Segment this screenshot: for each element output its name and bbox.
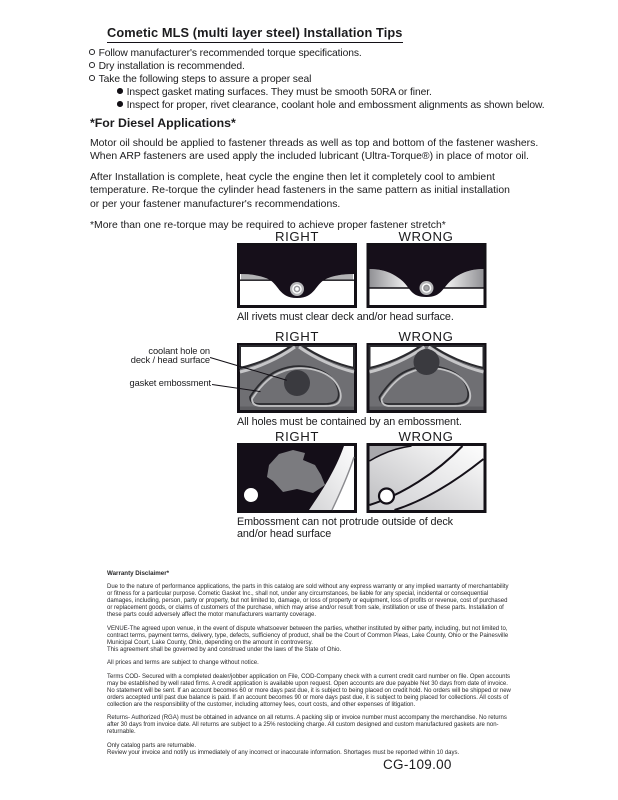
diesel-applications-section: [90, 117, 538, 239]
paragraph-line: After Installation is complete, heat cycle the engine then let it completely cool to ambient: [90, 171, 495, 183]
diesel-paragraph: [90, 137, 538, 164]
embossment-right-panel-graphic: [237, 443, 357, 513]
warranty-paragraph: Due to the nature of performance applications, the parts in this catalog are sold without any express warranty or any implied warranty of merchantability or fitness for a particular purpose. Cometic Gasket Inc., shall not, under any circumstances, be liable for any special, incidental or consequential damages, including, person, party or property, but not limited to, damage, or loss of property or equipment, loss of profits or revenue, cost of purchased or replacement goods, or claims of customers of the purchase, which may arise and/or result from sale, instillation or use of these parts. Installation of these parts could adversely affect the motor manufacturers warranty coverage.: [107, 584, 509, 618]
tip-item: [89, 73, 544, 86]
caption-line: Embossment can not protrude outside of deck: [237, 516, 453, 528]
page-title: Cometic MLS (multi layer steel) Installation Tips: [107, 25, 403, 43]
diesel-heading: *For Diesel Applications*: [90, 116, 236, 130]
open-bullet-icon: [89, 49, 95, 55]
right-label: RIGHT: [274, 329, 320, 344]
diagram-caption: All rivets must clear deck and/or head surface.: [237, 311, 454, 323]
filled-bullet-icon: [117, 88, 123, 94]
warranty-heading: Warranty Disclaimer*: [107, 570, 170, 577]
coolant-hole-icon: [414, 349, 440, 375]
bolt-hole-icon: [379, 489, 394, 504]
page-code: CG-109.00: [383, 757, 452, 772]
tip-text: Follow manufacturer's recommended torque specifications.: [98, 48, 362, 59]
hole-wrong-panel-graphic: [366, 343, 487, 413]
warranty-paragraph: Returns- Authorized (RGA) must be obtained in advance on all returns. A packing slip or invoice number must accompany the merchandise. No returns after 30 days from invoice date. All returns are subject to a 25% restocking charge. All custom designed and custom manufactured gaskets are non-returnable.: [107, 715, 507, 735]
tip-text: Inspect for proper, rivet clearance, coolant hole and embossment alignments as shown below.: [126, 100, 545, 111]
embossment-protrusion-diagram: [237, 431, 487, 540]
warranty-paragraph: Only catalog parts are returnable.: [107, 742, 197, 749]
tip-sub-item: [117, 99, 544, 112]
diagram-labels: [237, 331, 487, 343]
tip-item: [89, 47, 544, 60]
warranty-disclaimer-section: [107, 570, 514, 763]
tip-sub-item: [117, 86, 544, 99]
warranty-paragraph: VENUE-The agreed upon venue, in the event of dispute whatsoever between the parties, whether instituted by either party, including, but not limited to, contract terms, payment terms, delivery, type, defects, sufficiency of product, shall be the Court of Common Pleas, Lake County, Ohio or the Painesville Municipal Court, Lake County, Ohio, depending on the amount in controversy.: [107, 625, 509, 646]
right-label: RIGHT: [274, 429, 320, 444]
tip-text: Take the following steps to assure a proper seal: [98, 74, 312, 85]
warranty-paragraph: This agreement shall be governed by and construed under the laws of the State of Ohio.: [107, 646, 342, 653]
embossment-wrong-panel-graphic: [366, 443, 487, 513]
warranty-paragraph: All prices and terms are subject to change without notice.: [107, 660, 259, 666]
coolant-hole-icon: [284, 370, 310, 396]
paragraph-line: temperature. Re-torque the cylinder head fasteners in the same pattern as initial installation: [90, 185, 510, 197]
wrong-label: WRONG: [398, 429, 454, 444]
tip-text: Dry installation is recommended.: [98, 61, 245, 72]
warranty-paragraph: Terms COD- Secured with a completed dealer/jobber application on File, COD-Company check with a current credit card number on file. Open accounts may be established by well rated firms. A credit application is available upon request. Open accounts are due payable Net 30 days from date of invoice. No statement will be sent. If an account becomes 60 or more days past due, it is subject to being placed on credit hold. No orders will be shipped or new orders accepted until past due balance is paid. If an account becomes 90 or more days past due, it is subject to being placed for collections. All costs of collection are the responsibility of the customer, including attorney fees, court costs, and other expenses of litigation.: [107, 673, 511, 708]
open-bullet-icon: [89, 62, 95, 68]
diesel-paragraph: [90, 171, 538, 212]
hole-embossment-diagram: [237, 331, 487, 428]
diagram-labels: [237, 231, 487, 243]
right-label: RIGHT: [274, 229, 320, 244]
paragraph-line: Motor oil should be applied to fastener threads as well as top and bottom of the fastener washers.: [90, 137, 539, 149]
tips-list: [89, 47, 544, 112]
wrong-label: WRONG: [398, 229, 454, 244]
caption-line: and/or head surface: [237, 528, 332, 540]
paragraph-line: When ARP fasteners are used apply the included lubricant (Ultra-Torque®) in place of motor oil.: [90, 151, 529, 163]
diesel-note: *More than one re-torque may be required to achieve proper fastener stretch*: [90, 219, 446, 231]
tip-item: [89, 60, 544, 73]
rivet-wrong-panel-graphic: [366, 243, 487, 308]
paragraph-line: or per your fastener manufacturer's recommendations.: [90, 198, 341, 210]
gasket-embossment-annotation: gasket embossment: [129, 378, 211, 388]
diagram-caption: All holes must be contained by an embossment.: [237, 416, 462, 428]
annotation-line: coolant hole on: [148, 346, 210, 356]
tip-text: Inspect gasket mating surfaces. They must be smooth 50RA or finer.: [126, 87, 432, 98]
diagram-caption: [237, 516, 487, 540]
diagram-labels: [237, 431, 487, 443]
wrong-label: WRONG: [398, 329, 454, 344]
hole-right-panel-graphic: [237, 343, 357, 413]
rivet-right-panel-graphic: [237, 243, 357, 308]
annotation-line: deck / head surface: [130, 355, 210, 366]
open-bullet-icon: [89, 75, 95, 81]
filled-bullet-icon: [117, 101, 123, 107]
rivet-clearance-diagram: [237, 231, 487, 323]
coolant-hole-annotation: [118, 347, 210, 365]
warranty-paragraph: Review your invoice and notify us immediately of any incorrect or inaccurate information. Shortages must be reported within 10 days.: [107, 749, 460, 756]
bolt-hole-icon: [244, 488, 258, 502]
